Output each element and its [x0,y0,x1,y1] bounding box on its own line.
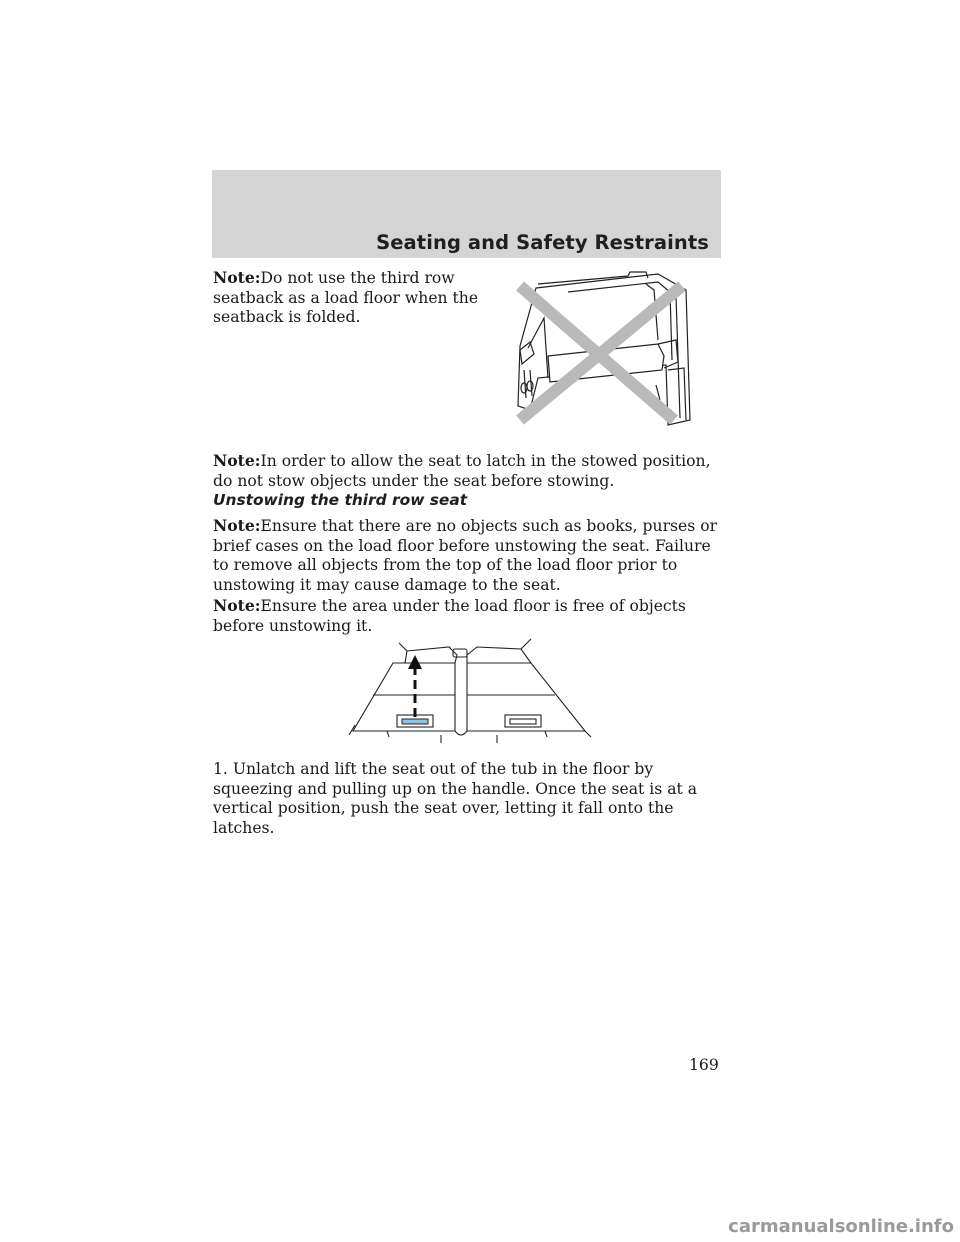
note-label: Note: [213,516,261,535]
note-stow-objects [213,451,718,491]
page-number: 169 [689,1056,719,1074]
section-title: Seating and Safety Restraints [376,231,709,254]
watermark-url[interactable]: carmanualsonline.info [728,1216,954,1237]
header-band [212,170,721,258]
note-text: Ensure that there are no objects such as books, purses or brief cases on the load floor before unstowing the seat. Failure to remove all objects from the top of the load floor prior to unstowing it may cause damage to the seat. [213,517,718,594]
note-clear-load-floor [213,516,718,595]
note-text: Ensure the area under the load floor is free of objects before unstowing it. [213,597,686,635]
load-floor-unstow-illustration [345,635,595,750]
note-label: Note: [213,451,261,470]
subsection-heading: Unstowing the third row seat [213,491,468,509]
note-label: Note: [213,596,261,615]
note-label: Note: [213,268,261,287]
note-area-under-floor [213,596,718,636]
step-1-instructions: 1. Unlatch and lift the seat out of the tub in the floor by squeezing and pulling up on the handle. Once the seat is at a vertical position, push the seat over, letting it fall onto the latches. [213,760,698,837]
note-seatback-load-floor [213,268,483,328]
note-text: Do not use the third row seatback as a load floor when the seatback is folded. [213,269,479,326]
folded-seatback-prohibited-illustration [508,270,698,435]
note-text: In order to allow the seat to latch in the stowed position, do not stow objects under the seat before stowing. [213,452,711,490]
